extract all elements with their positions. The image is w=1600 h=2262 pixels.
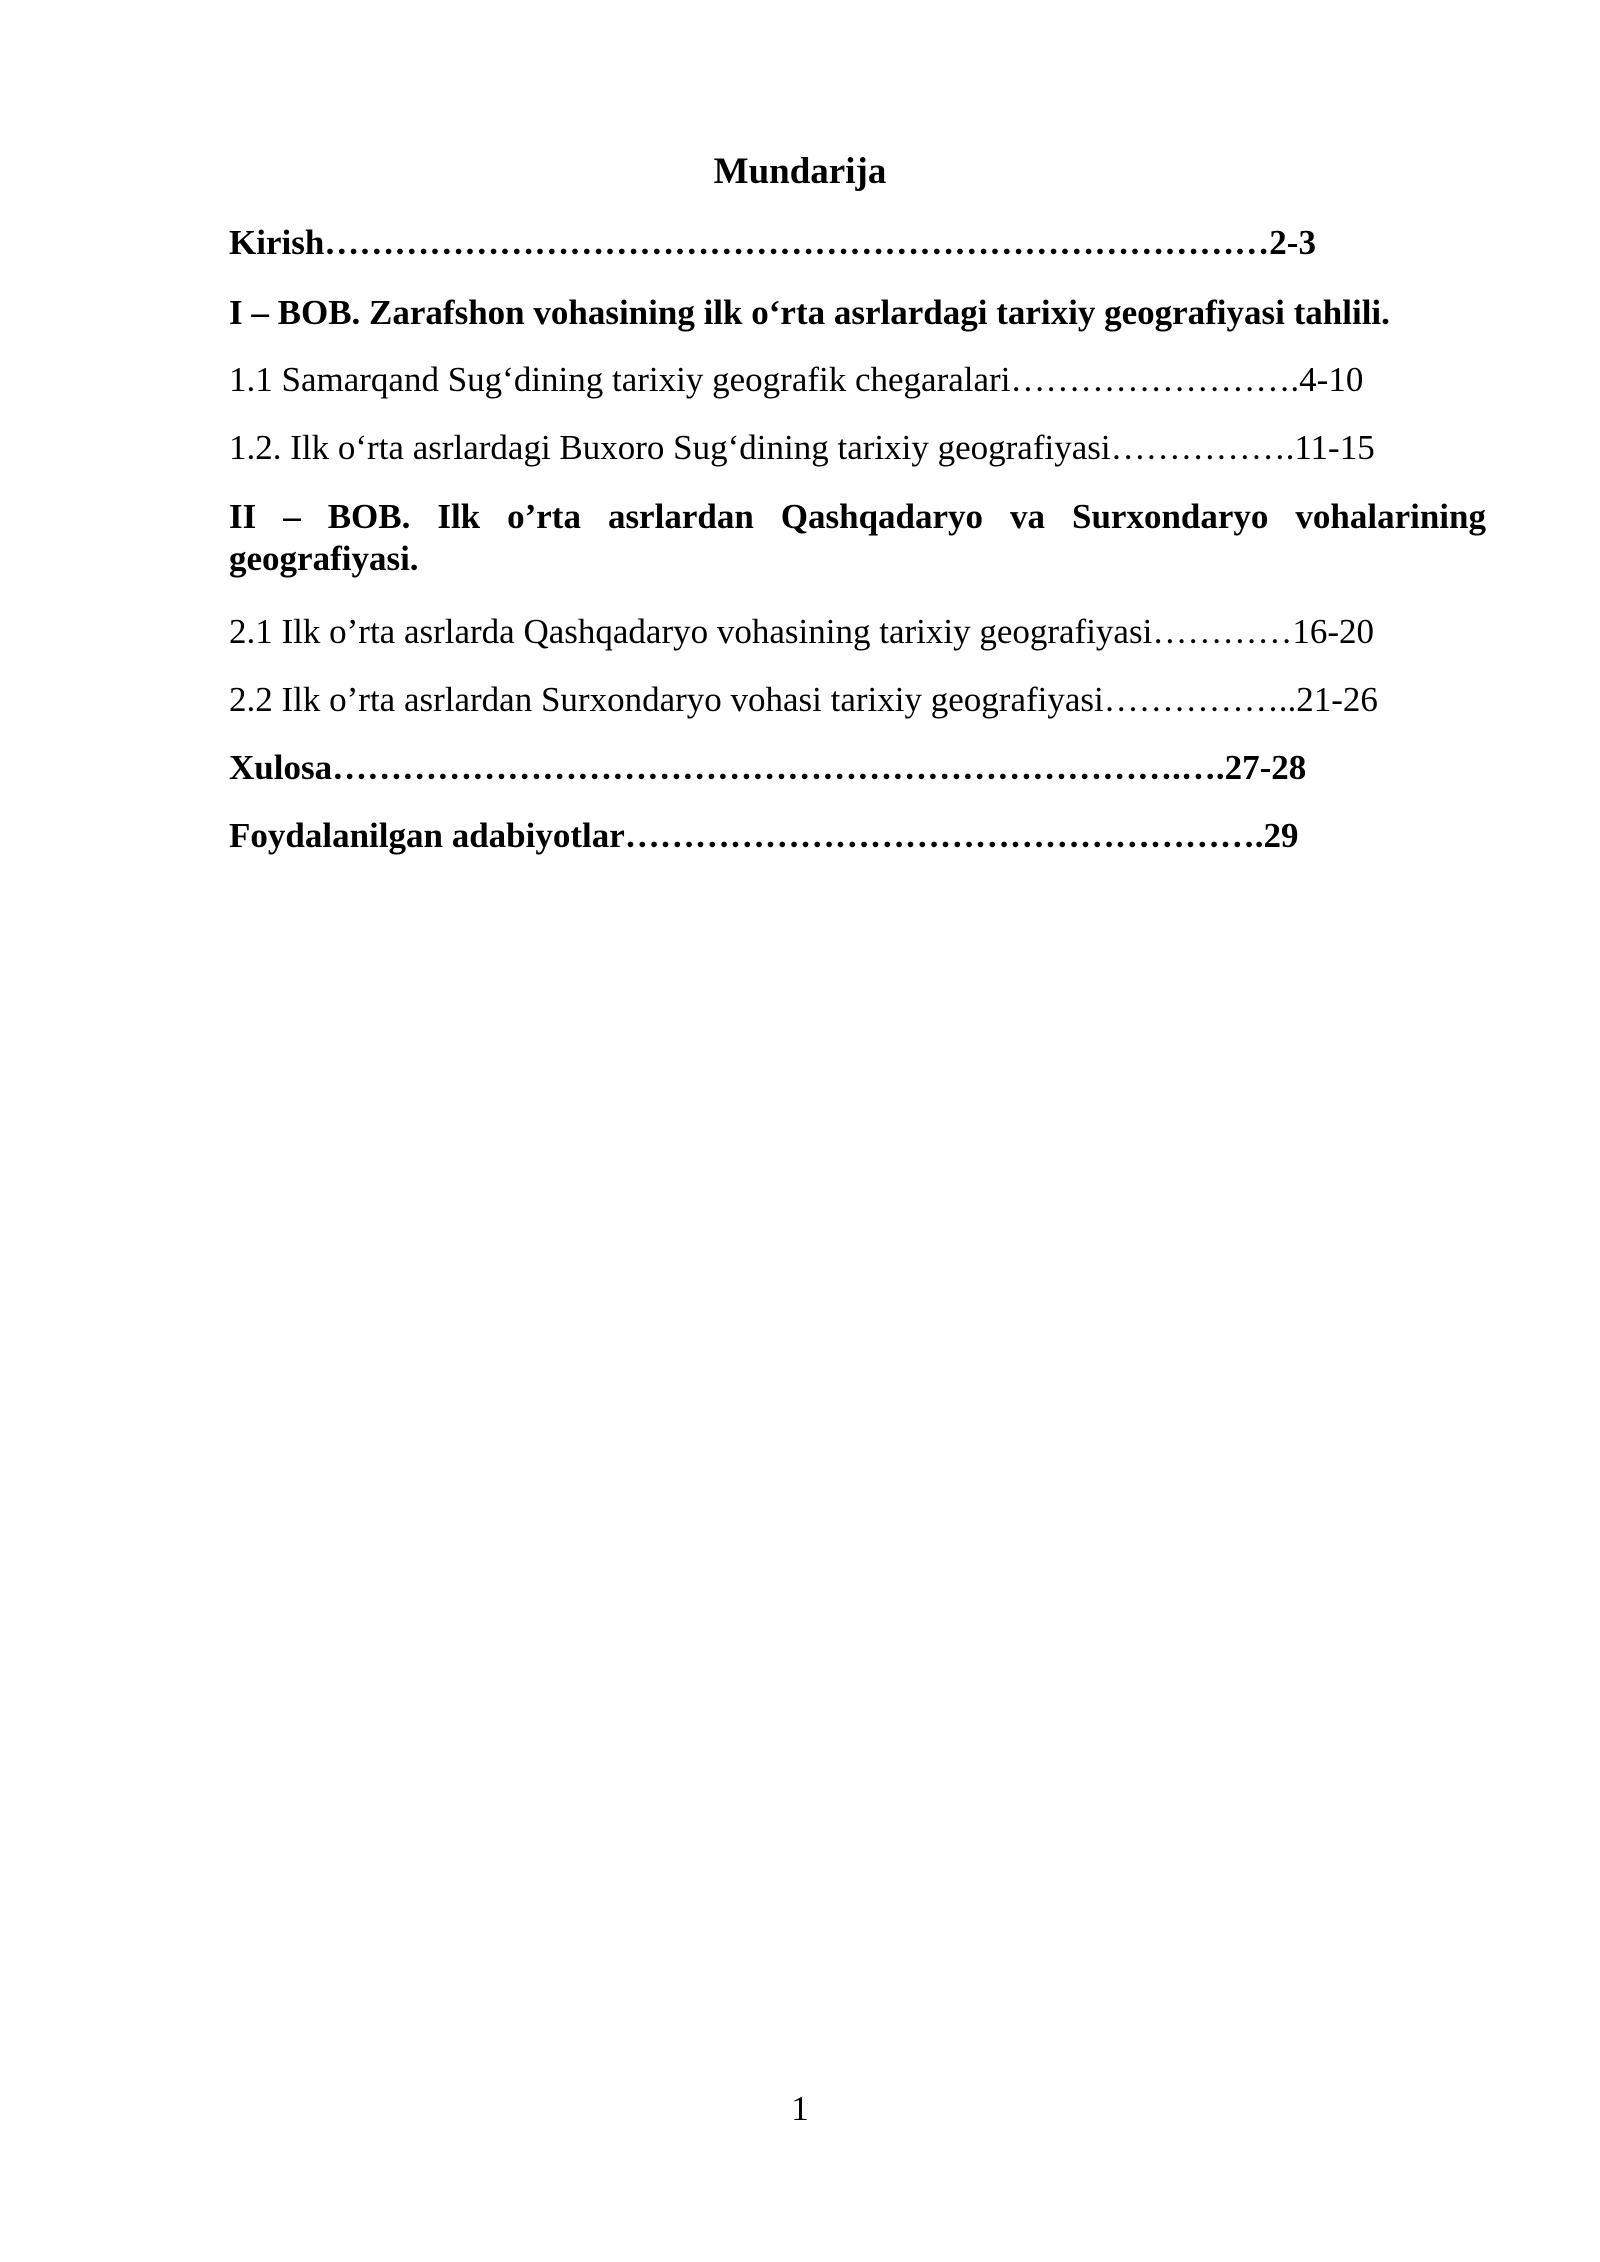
toc-chapter-2-heading: II – BOB. Ilk o’rta asrlardan Qashqadaryo va Surxondaryo vohalarining geografiyasi. bbox=[229, 497, 1486, 578]
page-number: 1 bbox=[791, 2089, 809, 2128]
toc-chapter-1-heading: I – BOB. Zarafshon vohasining ilk o‘rta asrlardagi tarixiy geografiyasi tahlili. bbox=[229, 293, 1390, 332]
toc-entry-1-2: 1.2. Ilk o‘rta asrlardagi Buxoro Sug‘dining tarixiy geografiyasi…………….11-15 bbox=[229, 428, 1375, 467]
toc-entry-1-1: 1.1 Samarqand Sug‘dining tarixiy geografik chegaralari…………………….4-10 bbox=[229, 360, 1364, 399]
toc-title: Mundarija bbox=[713, 151, 887, 192]
toc-entry-adabiyotlar: Foydalanilgan adabiyotlar……………………………………………….29 bbox=[229, 816, 1299, 855]
toc-entry-2-2: 2.2 Ilk o’rta asrlardan Surxondaryo vohasi tarixiy geografiyasi……………..21-26 bbox=[229, 680, 1378, 719]
toc-entry-2-1: 2.1 Ilk o’rta asrlarda Qashqadaryo vohasining tarixiy geografiyasi…………16-20 bbox=[229, 612, 1374, 651]
toc-entry-kirish: Kirish………………………………………………………………………2-3 bbox=[229, 223, 1316, 262]
toc-entry-xulosa: Xulosa……………………………………………………………….….27-28 bbox=[229, 748, 1307, 787]
